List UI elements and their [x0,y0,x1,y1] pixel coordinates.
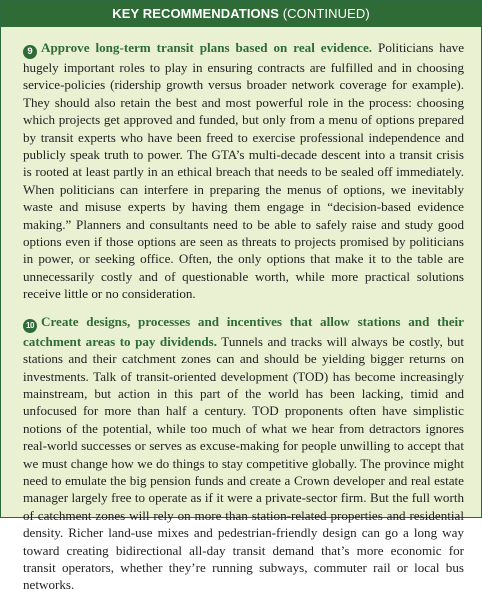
panel-header [1,1,481,27]
recommendation-9-body: Politicians have hugely important roles to play in ensuring contracts are fulfilled and in choosing service-policies (ridership growth versus broader network coverage for example). They should also retain the best and most powerful role in the process: choosing which projects get approved and funded, but only from a menu of options prepared by transit experts who have been freed to exercise professional independence and publicly speak truth to power. The GTA’s multi-decade descent into a transit crisis is rooted at least partly in an ethical breach that needs to be sealed off immediately. When politicians can interfere in preparing the menus of options, we inevitably waste and misuse experts by having them engage in “decision-based evidence making.” Planners and consultants need to be able to safely raise and study good options even if those options are seen as threats to projects promised by politicians in power, or seeking office. Often, the only options that make it to the table are unnecessarily costly and of questionable worth, while more practical solutions receive little or no consideration. [23,40,465,302]
recommendation-10-title: Create designs, processes and incentives that allow stations and their catchment areas to pay dividends. [23,313,464,349]
header-continued-label: (CONTINUED) [282,6,370,21]
number-badge-9: 9 [23,45,37,59]
recommendation-9-title: Approve long-term transit plans based on real evidence. [41,40,373,55]
recommendations-content [23,39,464,594]
recommendation-9 [23,39,464,303]
number-badge-10: 10 [23,319,37,333]
recommendation-10-body: Tunnels and tracks will always be costly, but stations and their catchment zones can and should be yielding bigger returns on investments. Talk of transit-oriented development (TOD) has become increasingly mainstream, but action in this part of the world has been lacking, timid and unfocused for more than half a century. TOD proponents often have simplistic notions of the potential, while too much of what we hear from detractors ignores real-world successes or serves as excuse-making for people unwilling to accept that we must change how we do things to stay competitive globally. The province might need to emulate the big pension funds and create a Crown developer and real estate manager largely free to operate as if it were a private-sector firm. But the full worth of catchment zones will rely on more than station-related properties and residential density. Richer land-use mixes and pedestrian-friendly design can go a long way toward creating bidirectional all-day transit demand that’s more economic for transit operators, whether they’re running subways, commuter rail or local bus networks. [23,333,464,593]
header-title: KEY RECOMMENDATIONS [112,6,280,21]
recommendation-10 [23,313,464,594]
